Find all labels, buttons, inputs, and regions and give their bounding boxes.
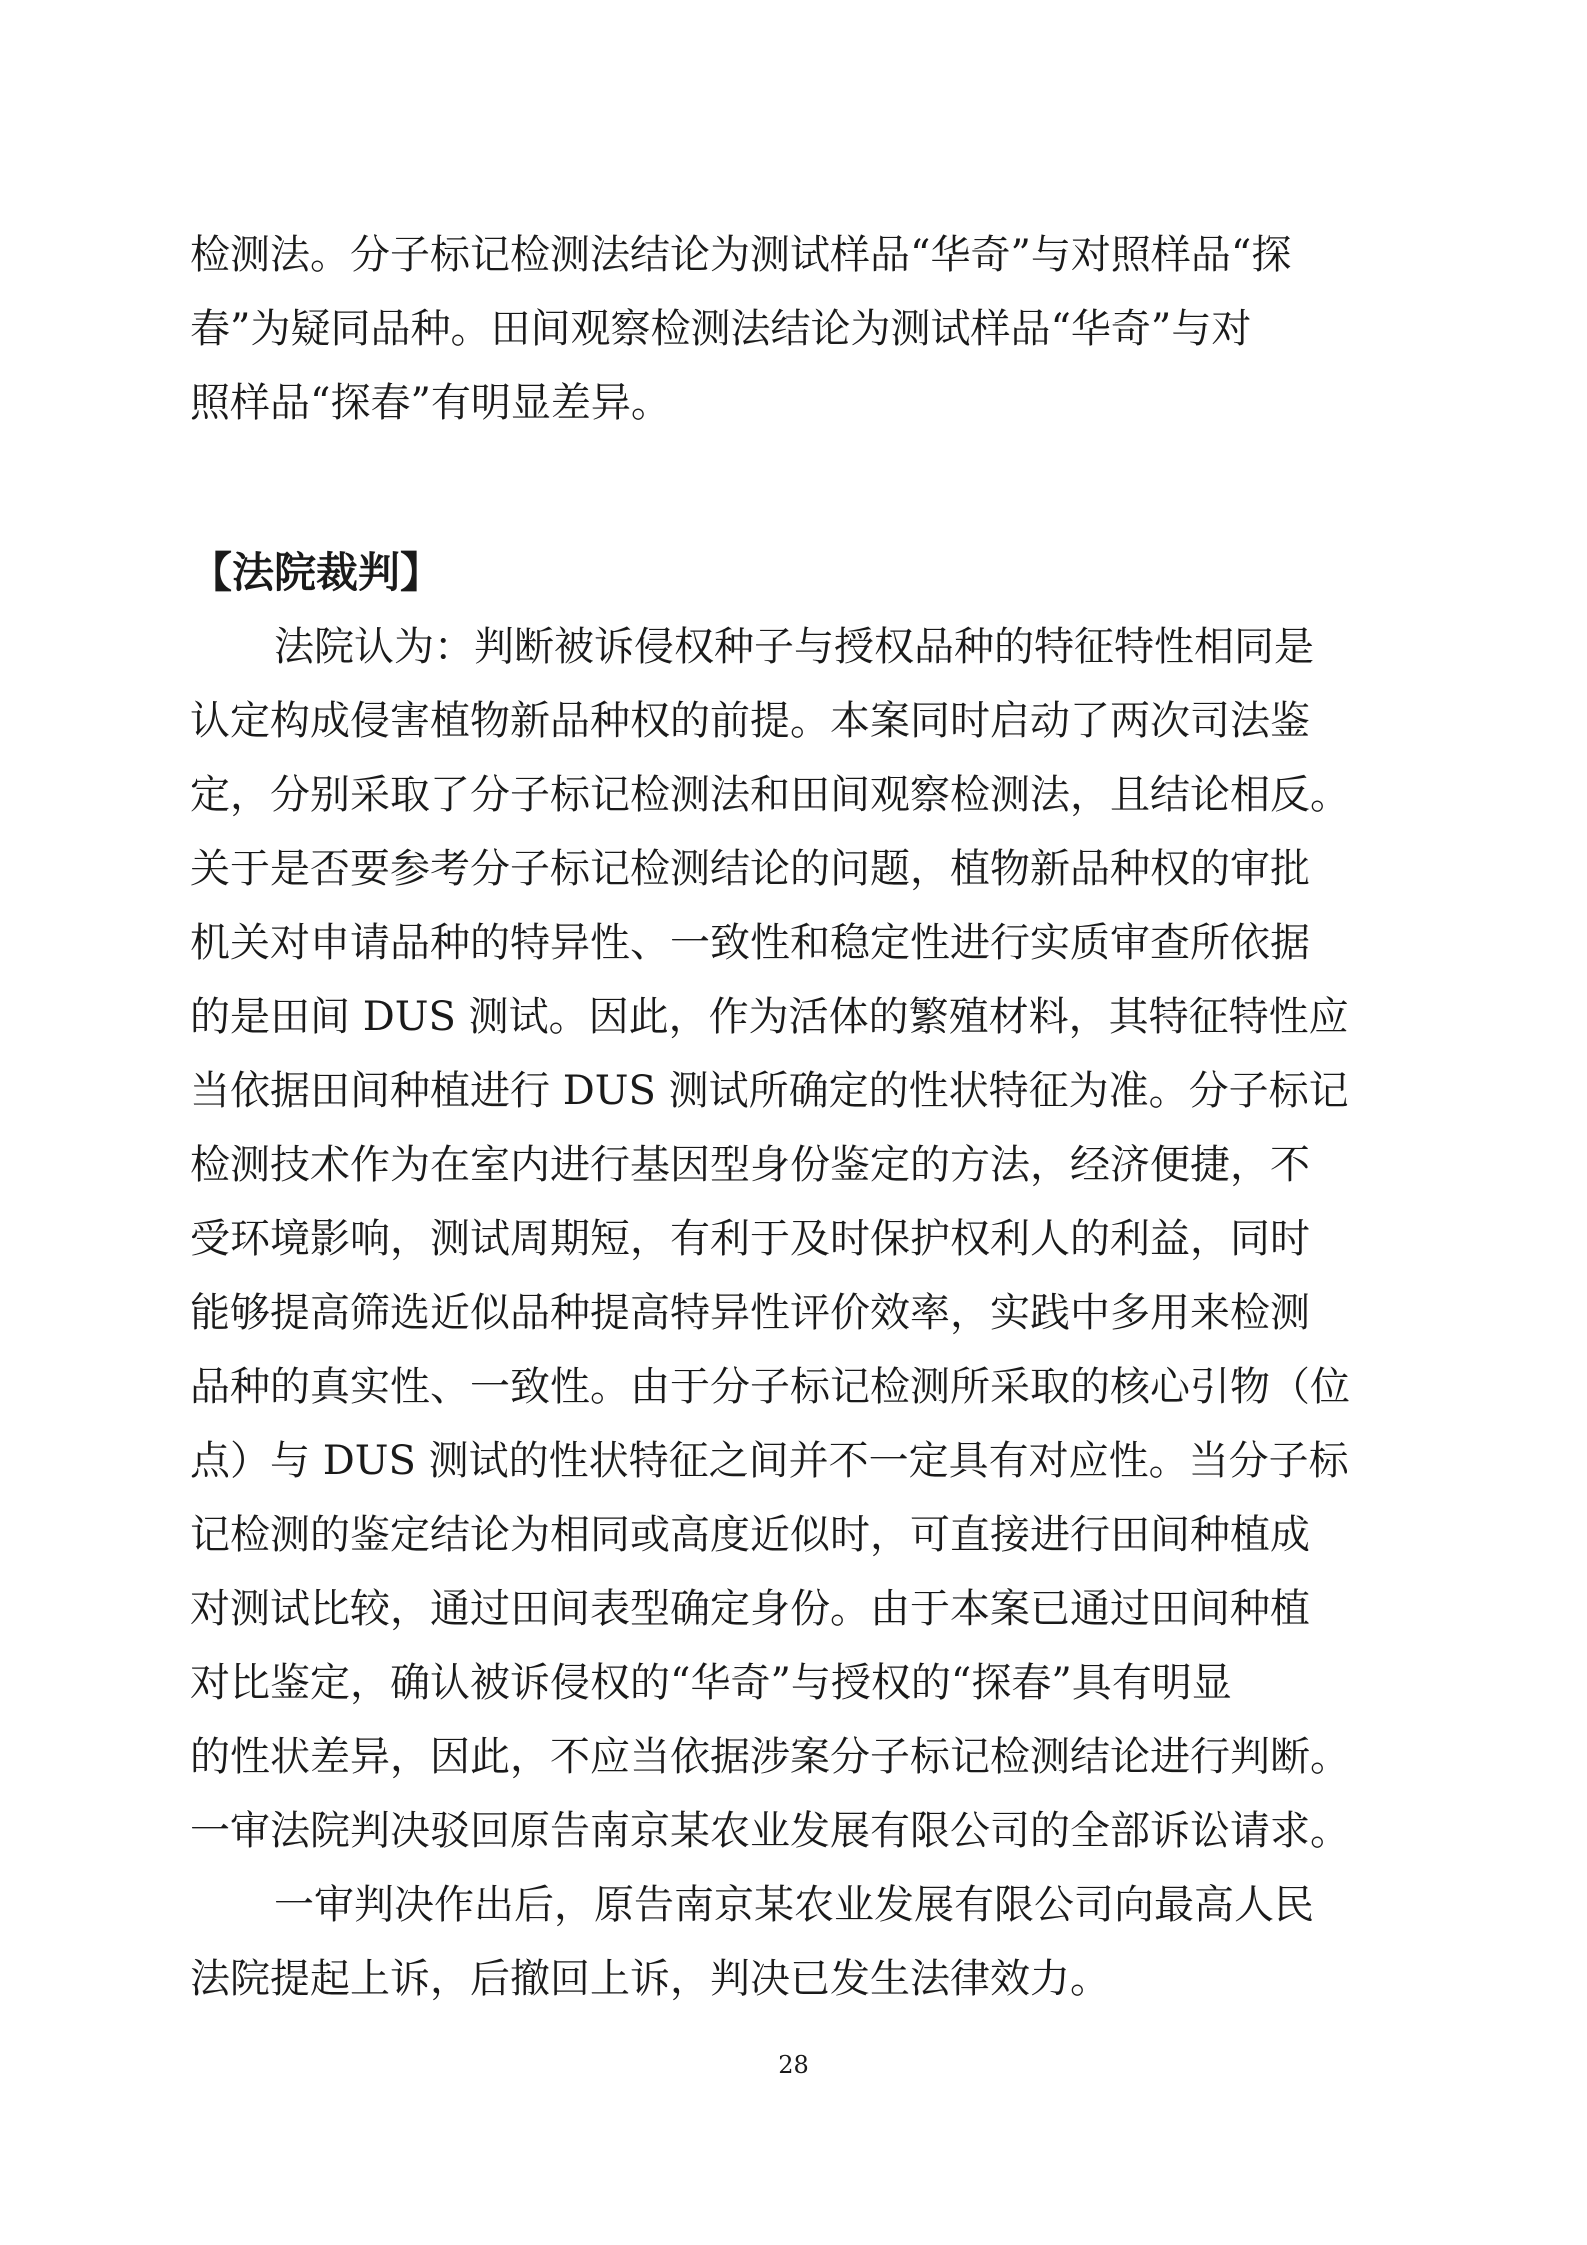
- paragraph-line: 点）与 DUS 测试的性状特征之间并不一定具有对应性。当分子标: [190, 1438, 1349, 1484]
- paragraph-line: 春”为疑同品种。田间观察检测法结论为测试样品“华奇”与对: [190, 306, 1252, 352]
- section-heading-block: [190, 536, 1410, 610]
- paragraph-line: 对比鉴定，确认被诉侵权的“华奇”与授权的“探春”具有明显: [190, 1660, 1232, 1706]
- paragraph-line: 当依据田间种植进行 DUS 测试所确定的性状特征为准。分子标记: [190, 1068, 1349, 1114]
- ruling-paragraph: [190, 610, 1410, 1868]
- paragraph-line: 检测法。分子标记检测法结论为测试样品“华奇”与对照样品“探: [190, 232, 1292, 278]
- paragraph-line: 一审判决作出后，原告南京某农业发展有限公司向最高人民: [274, 1882, 1314, 1928]
- paragraph-line: 机关对申请品种的特异性、一致性和稳定性进行实质审查所依据: [190, 920, 1310, 966]
- appeal-paragraph: [190, 1868, 1410, 2016]
- paragraph-line: 定，分别采取了分子标记检测法和田间观察检测法，且结论相反。: [190, 772, 1350, 818]
- intro-paragraph: [190, 218, 1410, 440]
- paragraph-line: 对测试比较，通过田间表型确定身份。由于本案已通过田间种植: [190, 1586, 1310, 1632]
- paragraph-line: 一审法院判决驳回原告南京某农业发展有限公司的全部诉讼请求。: [190, 1808, 1350, 1854]
- paragraph-line: 记检测的鉴定结论为相同或高度近似时，可直接进行田间种植成: [190, 1512, 1310, 1558]
- paragraph-line: 关于是否要参考分子标记检测结论的问题，植物新品种权的审批: [190, 846, 1310, 892]
- paragraph-line: 照样品“探春”有明显差异。: [190, 380, 671, 426]
- paragraph-line: 认定构成侵害植物新品种权的前提。本案同时启动了两次司法鉴: [190, 698, 1310, 744]
- section-heading: 【法院裁判】: [190, 548, 443, 597]
- paragraph-line: 能够提高筛选近似品种提高特异性评价效率，实践中多用来检测: [190, 1290, 1310, 1336]
- paragraph-line: 的性状差异，因此，不应当依据涉案分子标记检测结论进行判断。: [190, 1734, 1350, 1780]
- paragraph-line: 品种的真实性、一致性。由于分子标记检测所采取的核心引物（位: [190, 1364, 1350, 1410]
- paragraph-line: 的是田间 DUS 测试。因此，作为活体的繁殖材料，其特征特性应: [190, 994, 1349, 1040]
- paragraph-line: 受环境影响，测试周期短，有利于及时保护权利人的利益，同时: [190, 1216, 1310, 1262]
- paragraph-line: 检测技术作为在室内进行基因型身份鉴定的方法，经济便捷，不: [190, 1142, 1310, 1188]
- paragraph-line: 法院提起上诉，后撤回上诉，判决已发生法律效力。: [190, 1956, 1110, 2002]
- paragraph-line: 法院认为：判断被诉侵权种子与授权品种的特征特性相同是: [274, 624, 1314, 670]
- page-number: 28: [778, 2051, 809, 2079]
